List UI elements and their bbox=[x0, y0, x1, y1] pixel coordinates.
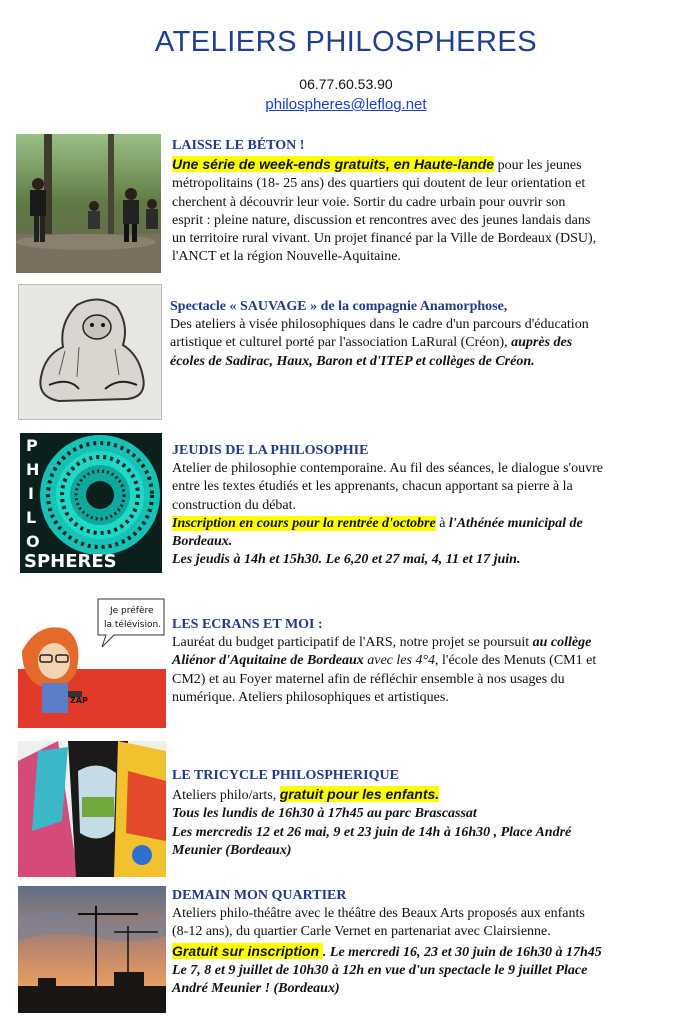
body-text: Ateliers philo/arts, bbox=[172, 788, 280, 804]
page-title: ATELIERS PHILOSPHERES bbox=[154, 26, 538, 58]
highlight-text: gratuit pour les enfants. bbox=[279, 786, 440, 803]
body-text: un territoire rural vivant. Un projet financé par la Ville de Bordeaux (DSU), bbox=[172, 231, 597, 247]
body-text: Des ateliers à visée philosophiques dans le cadre d'un parcours d'éducation bbox=[170, 317, 589, 333]
logo-letter: H bbox=[26, 460, 40, 479]
body-text: cherchent à découvrir leur voie. Sortir du cadre urbain pour ouvrir son bbox=[172, 194, 566, 210]
section-sauvage bbox=[170, 298, 682, 371]
body-text: Ateliers philo-théâtre avec le théâtre des Beaux Arts proposés aux enfants bbox=[172, 906, 585, 922]
photo-sunset-cranes bbox=[18, 886, 166, 1013]
body-text: artistique et culturel porté par l'association LaRural (Créon), bbox=[170, 335, 512, 351]
logo-letter: L bbox=[26, 508, 37, 527]
drawing-gorilla bbox=[18, 284, 162, 420]
body-text: esprit : pleine nature, discussion et rencontres avec des jeunes landais dans bbox=[172, 212, 591, 228]
body-text: à bbox=[435, 515, 449, 531]
italic-text: avec les 4°4 bbox=[363, 653, 436, 669]
body-text: , l'école des Menuts (CM1 et bbox=[435, 653, 597, 669]
bold-text: au collège bbox=[532, 635, 592, 651]
body-text: Atelier de philosophie contemporaine. Au fil des séances, le dialogue s'ouvre bbox=[172, 461, 603, 477]
bold-text: André Meunier ! (Bordeaux) bbox=[172, 981, 340, 997]
bold-text: . Le mercredi 16, 23 et 30 juin de 16h30 à 17h45 bbox=[322, 944, 602, 960]
section-title: LE TRICYCLE PHILOSPHERIQUE bbox=[172, 768, 399, 783]
bold-text: écoles de Sadirac, Haux, Baron et d'ITEP et collèges de Créon. bbox=[170, 353, 535, 369]
painted-tricycle-art bbox=[18, 741, 166, 877]
logo-word: SPHERES bbox=[24, 551, 117, 572]
body-text: métropolitains (18- 25 ans) des quartiers qui doutent de leur orientation et bbox=[172, 176, 586, 192]
bold-text: l'Athénée municipal de bbox=[448, 515, 583, 531]
body-text: l'ANCT et la région Nouvelle-Aquitaine. bbox=[172, 249, 401, 265]
logo-letter: O bbox=[26, 532, 40, 551]
highlight-text: Gratuit sur inscription bbox=[172, 942, 323, 959]
bubble-text: Je préfère bbox=[110, 606, 154, 616]
email-link[interactable]: philospheres@leflog.net bbox=[265, 96, 427, 113]
body-text: (8-12 ans), du quartier Carle Vernet en partenariat avec Clairsienne. bbox=[172, 924, 551, 940]
logo-letter: I bbox=[28, 484, 34, 503]
section-jeudis-philosophie bbox=[172, 442, 684, 569]
highlight-text: Une série de week-ends gratuits, en Haute-lande bbox=[172, 156, 495, 173]
section-title: Spectacle « SAUVAGE » de la compagnie Anamorphose, bbox=[170, 299, 508, 314]
bold-text: Bordeaux. bbox=[172, 534, 233, 550]
body-text: pour les jeunes bbox=[494, 158, 582, 174]
bold-text: Tous les lundis de 16h30 à 17h45 au parc Brascassat bbox=[172, 806, 477, 822]
zap-text: ZAP bbox=[70, 696, 88, 705]
bold-text: Le 7, 8 et 9 juillet de 10h30 à 12h en vue d'un spectacle le 9 juillet Place bbox=[172, 962, 588, 978]
bold-text: auprès des bbox=[511, 335, 573, 351]
section-demain-mon-quartier bbox=[172, 887, 684, 998]
section-title: LES ECRANS ET MOI : bbox=[172, 617, 323, 632]
bubble-text: la télévision. bbox=[104, 620, 162, 630]
bold-text: Les mercredis 12 et 26 mai, 9 et 23 juin de 14h à 16h30 , Place André bbox=[172, 824, 572, 840]
photo-forest-youths bbox=[16, 134, 161, 273]
bold-text: Les jeudis à 14h et 15h30. Le 6,20 et 27 mai, 4, 11 et 17 juin. bbox=[172, 552, 521, 568]
body-text: construction du débat. bbox=[172, 497, 297, 513]
body-text: entre les textes étudiés et les apprenants, chacun apportant sa pierre à la bbox=[172, 479, 573, 495]
section-ecrans-et-moi bbox=[172, 616, 684, 707]
highlight-text: Inscription en cours pour la rentrée d'octobre bbox=[172, 515, 436, 531]
section-laisse-le-beton bbox=[172, 137, 682, 266]
cartoon-tv-girl bbox=[18, 591, 166, 728]
section-tricycle bbox=[172, 767, 684, 860]
body-text: CM2) et au Foyer maternel afin de réfléchir ensemble à nos usages du bbox=[172, 671, 565, 687]
logo-letter: P bbox=[26, 436, 38, 455]
section-title: JEUDIS DE LA PHILOSOPHIE bbox=[172, 443, 369, 458]
body-text: numérique. Ateliers philosophiques et artistiques. bbox=[172, 689, 449, 705]
section-title: DEMAIN MON QUARTIER bbox=[172, 888, 347, 903]
phone-number: 06.77.60.53.90 bbox=[299, 76, 393, 92]
bold-text: Aliénor d'Aquitaine de Bordeaux bbox=[172, 653, 364, 669]
body-text: Lauréat du budget participatif de l'ARS, notre projet se poursuit bbox=[172, 635, 533, 651]
philospheres-logo-image bbox=[20, 433, 162, 573]
section-title: LAISSE LE BÉTON ! bbox=[172, 138, 305, 153]
bold-text: Meunier (Bordeaux) bbox=[172, 842, 292, 858]
